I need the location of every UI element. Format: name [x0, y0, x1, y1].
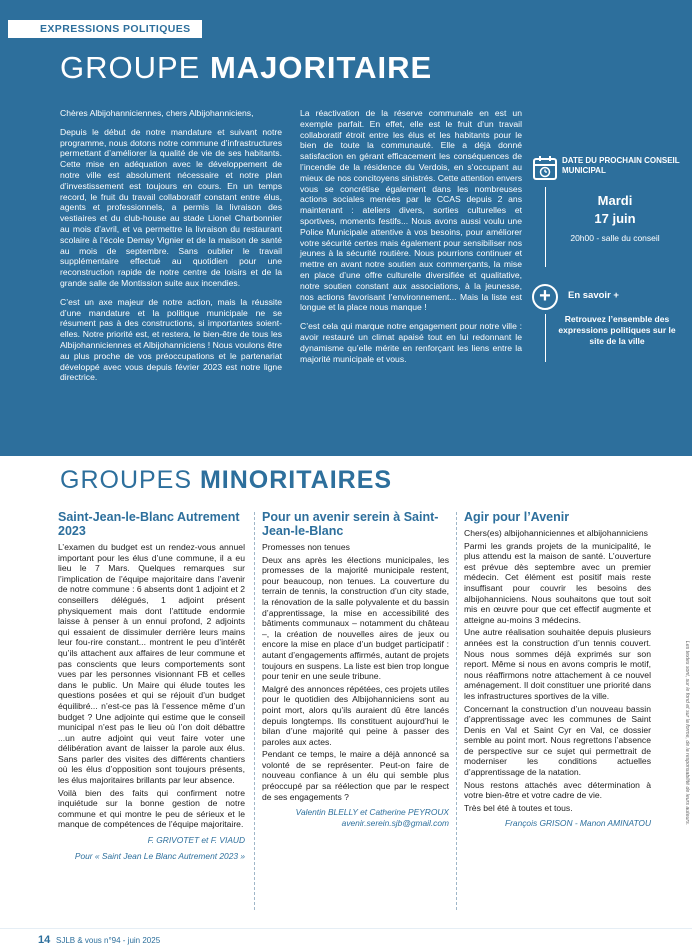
divider: [545, 314, 546, 362]
group-paragraph: Deux ans après les élections municipales, les promesses de la majorité municipale restent, pour beaucoup, non tenues. La couverture du terrain de tennis, la construction d’un city stade, la rénovation de la salle polyvalente et du bassin d’apprentissage, la mise en accessibilité des bâtiments communaux – notamment du château –, la création de nouvelles aires de jeux ou encore la mise en place d’un budget participatif : autant d’engagements affirmés, autant de projets toujours en suspens. La liste est bien trop longue pour tenir en une seule tribune.: [262, 554, 449, 682]
divider: [545, 187, 546, 267]
majority-paragraph: Chères Albijohanniciennes, chers Albijohanniciens,: [60, 108, 254, 118]
group-column-agir: [464, 510, 651, 829]
majority-paragraph: Depuis le début de notre mandature et suivant notre programme, nous dotons notre commune d’infrastructures permettant d’améliorer la qualité de vie de ses habitants. Cette mise en adéquation avec le développement de notre ville est absolument nécessaire et notre plan d’investissement est toujours en cours. En un temps record, le fruit du travail collaboratif constant entre élus, agents et professionnels, a permis la livraison des vestiaires et du club-house au stade Lionel Charbonnier au mois d’avril, et va permettre la livraison du restaurant scolaire à l’école Demay Vignier et de la maison de santé au mois de septembre. Sans oublier le travail supplémentaire effectué au quotidien pour une reconstruction rapide de notre centre de loisirs et de la grande salle de Montission suite aux incendies.: [60, 126, 282, 288]
group-text: [58, 542, 245, 830]
page-number: 14: [38, 934, 51, 946]
more-info-link[interactable]: Retrouvez l’ensemble des expressions politiques sur le site de la ville: [558, 314, 676, 346]
group-paragraph: Concernant la construction d’un nouveau bassin d’apprentissage avec les communes de Saint Denis en Val et Saint Cyr en Val, ce dossier semble au point mort. Nous regrettons l’absence de perspective sur ce sujet qui permettrait de moderniser les conditions actuelles d’apprentissage de la natation.: [464, 703, 651, 778]
group-paragraph: Une autre réalisation souhaitée depuis plusieurs années est la construction d’un tennis couvert. Nous nous sommes déjà exprimés sur son report. Même si nous en avons compris le motif, nous réaffirmons notre attachement à ce nouvel aménagement. Il doit constituer une priorité dans les infrastructures sportives de la ville.: [464, 627, 651, 701]
publication-name: SJLB & vous n°94 - juin 2025: [56, 936, 161, 945]
column-divider: [456, 512, 457, 910]
group-intro: Promesses non tenues: [262, 542, 350, 552]
council-date: 17 juin: [594, 211, 636, 226]
group-paragraph: Pendant ce temps, le maire a déjà annoncé sa volonté de se représenter. Peut-on faire de nouveau confiance à un élu qui semble plus préoccupé par sa réélection que par le respect de ses engagements ?: [262, 749, 449, 802]
group-column-autrement: [58, 510, 245, 862]
group-paragraph: Malgré des annonces répétées, ces projets utiles pour le quotidien des Albijohanniciens sont au point mort, alors qu’ils auraient dû être lancés depuis longtemps. Ils constituent aujourd’hui le bilan d’une majorité qui peine à passer des paroles aux actes.: [262, 683, 449, 747]
responsibility-note: [682, 585, 692, 885]
council-heading: DATE DU PROCHAIN CONSEIL MUNICIPAL: [562, 156, 680, 175]
group-signature-affiliation: Pour « Saint Jean Le Blanc Autrement 2023 »: [74, 851, 245, 862]
group-intro: Chers(es) albijohanniciennes et albijohanniciens: [464, 528, 648, 538]
majority-paragraph: C’est cela qui marque notre engagement pour notre ville : avoir restauré un climat apaisé tout en lui redonnant le dynamisme qu’elle mérite en renforçant les liens entre la majorité municipale et vous.: [300, 321, 522, 364]
group-email-link[interactable]: avenir.serein.sjb@gmail.com: [341, 818, 449, 829]
council-place: 20h00 - salle du conseil: [570, 233, 660, 243]
page-footer: [0, 928, 692, 952]
group-paragraph: Très bel été à toutes et tous.: [464, 802, 573, 813]
minority-title-light: GROUPES: [60, 466, 200, 494]
group-title: Pour un avenir serein à Saint-Jean-le-Blanc: [262, 510, 439, 538]
group-signature: F. GRIVOTET et F. VIAUD: [147, 835, 245, 846]
group-title: Saint-Jean-le-Blanc Autrement 2023: [58, 510, 240, 538]
more-info-label: En savoir +: [568, 290, 619, 301]
majority-title: [60, 50, 432, 86]
majority-title-light: GROUPE: [60, 50, 210, 85]
minority-title: [60, 466, 392, 495]
group-paragraph: L’examen du budget est un rendez-vous annuel important pour les élus d’une commune, il a eu lieu le 7 Mars. Quelques remarques sur l’implication de l’équipe majoritaire dans l’avenir de notre commune : 6 absents dont 1 adjoint et 2 conseillers délégués, 1 adjoint présent physiquement mais dont l’attitude endormie laisse à penser à un ennui profond, 2 adjoints qui essaient de dissimuler derrière leurs mains leur fou-rire constant... montrent le peu d’intérêt qu’ils attachent aux affaires de leur commune et pas conscients que leurs comportements sont vues par les personnes visionnant FB et celles dans le public. Un Maire qui élude toutes les questions posées et qui se réjouit d’un budget équilibré... n’est-ce pas là l’essence même d’un budget ? Une adjointe qui estime que le conseil municipal n’est pas le lieu où l’on doit débattre ...un autre adjoint qui veut faire voter une délibération avant de laisser la parole aux élus. Sans parler des visites des différents chantiers où les élus d’opposition sont toujours présents, les élus majoritaires brillants par leur absence.: [58, 542, 245, 786]
group-column-avenir-serein: [262, 510, 449, 829]
group-signature: Valentin BLELLY et Catherine PEYROUX: [295, 807, 449, 818]
majority-section: [0, 0, 692, 456]
minority-title-bold: MINORITAIRES: [199, 466, 393, 494]
majority-title-bold: MAJORITAIRE: [209, 50, 433, 85]
plus-icon: +: [532, 284, 558, 310]
group-paragraph: Nous restons attachés avec détermination à votre bien-être et votre cadre de vie.: [464, 779, 651, 801]
majority-column-1: [60, 108, 282, 391]
group-signature: François GRISON - Manon AMINATOU: [505, 818, 651, 829]
column-divider: [254, 512, 255, 910]
group-text: [464, 541, 651, 814]
responsibility-note-text: Les textes sont, sur le fond et sur la forme, de la responsabilité de leurs auteurs.: [684, 640, 690, 826]
majority-paragraph: C’est un axe majeur de notre action, mais la réussite d’une mandature et la politique municipale ne se résument pas à des constructions, si importantes soient-elles. Notre priorité est, et restera, le bien-être de tous les Albijohanniciennes et Albijohanniciens ! Nous voulons être au plus proche de vos préoccupations et le partenariat développé avec vous depuis février 2023 est notre ligne directrice.: [60, 296, 282, 383]
group-text: [262, 555, 449, 803]
calendar-icon: [532, 155, 558, 181]
group-paragraph: Voilà bien des faits qui confirment notre inquiétude sur la bonne gestion de notre commune et qui montre le peu de sérieux et le manque de compétences de l’équipe majoritaire.: [58, 787, 245, 830]
group-title: Agir pour l’Avenir: [464, 510, 570, 524]
majority-paragraph: La réactivation de la réserve communale en est un exemple parfait. En effet, elle est le fruit d’un travail collaboratif étroit entre les élus et les habitants pour le bien de toute la communauté. Elle a déjà donné satisfaction en gérant efficacement les conséquences de l’incendie de la résidence du Verdois, en s’occupant au mieux de nos concitoyens sinistrés. Cette attention envers vous se concrétise également dans les nombreuses actions sociales menées par le CCAS depuis 2 ans maintenant : ateliers divers, sorties culturelles et sportives, moments festifs... Nous avons aussi voulu une Police Municipale attentive à vos besoins, pour améliorer votre sécurité certes mais également pour sensibiliser nos jeunes à la sécurité routière. Nous pourrions continuer et mettre en avant notre soutien aux commerçants, la mise en place d’une offre culturelle diversifiée et qualitative, notre soutien constant aux associations, à la jeunesse, nos actions favorisant l’environnement... Mais la liste est longue et la place nous manque !: [300, 108, 522, 313]
section-rubric: EXPRESSIONS POLITIQUES: [8, 20, 202, 38]
council-day: Mardi: [597, 193, 633, 208]
group-paragraph: Parmi les grands projets de la municipalité, le plus attendu est la maison de santé. L’ouverture est prévue dès septembre avec un premier médecin. Cet élément est positif mais reste insuffisant pour couvrir les besoins des albijohanniciens. Nous souhaitons que tout soit mis en œuvre pour que cet effectif augmente et atteigne au-moins 3 médecins.: [464, 540, 651, 625]
majority-column-2: [300, 108, 522, 372]
